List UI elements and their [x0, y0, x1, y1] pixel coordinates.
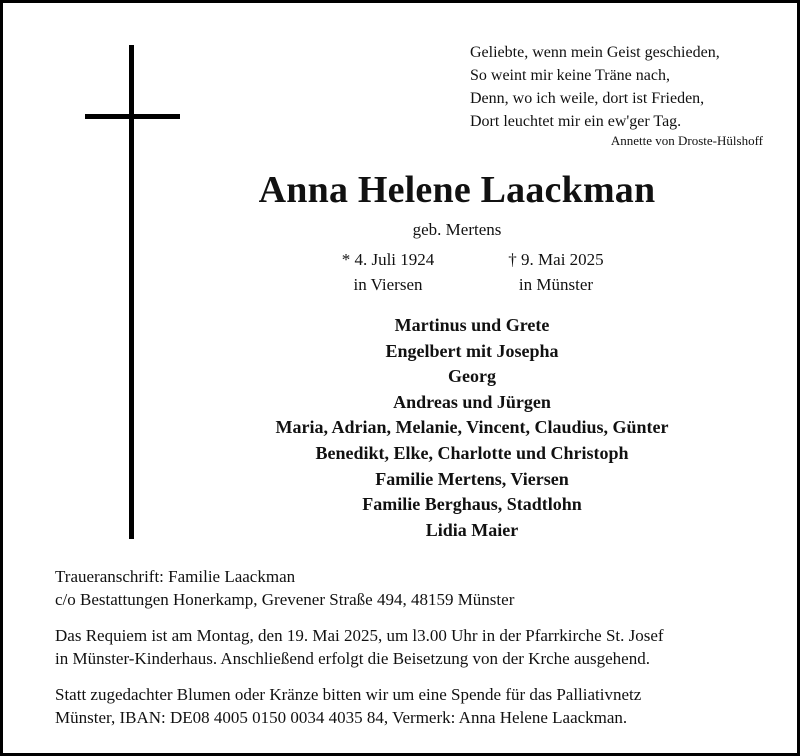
- mourner-line: Maria, Adrian, Melanie, Vincent, Claudius, Günter: [275, 417, 669, 438]
- poem-line: Dort leuchtet mir ein ew'ger Tag.: [470, 113, 682, 130]
- birth-info: [313, 247, 463, 297]
- requiem-line: Das Requiem ist am Montag, den 19. Mai 2025, um l3.00 Uhr in der Pfarrkirche St. Josef: [55, 626, 664, 645]
- birth-place: in Viersen: [353, 275, 423, 294]
- deceased-name: Anna Helene Laackman: [258, 169, 656, 211]
- address-line: Traueranschrift: Familie Laackman: [55, 567, 296, 586]
- birth-date: * 4. Juli 1924: [341, 250, 435, 269]
- mourner-line: Benedikt, Elke, Charlotte und Christoph: [315, 442, 629, 463]
- donation-line: Münster, IBAN: DE08 4005 0150 0034 4035 84, Vermerk: Anna Helene Laackman.: [55, 708, 628, 727]
- mourning-address: [55, 565, 775, 611]
- mourner-line: Familie Mertens, Viersen: [375, 468, 569, 489]
- requiem-notice: [55, 624, 775, 670]
- mourner-line: Familie Berghaus, Stadtlohn: [362, 494, 582, 515]
- poem-line: Denn, wo ich weile, dort ist Frieden,: [470, 90, 705, 107]
- donation-line: Statt zugedachter Blumen oder Kränze bitten wir um eine Spende für das Palliativnetz: [55, 685, 642, 704]
- requiem-line: in Münster-Kinderhaus. Anschließend erfolgt die Beisetzung von der Krche ausgehend.: [55, 649, 650, 668]
- mourner-line: Georg: [448, 366, 496, 387]
- poem: [470, 41, 790, 133]
- mourner-line: Engelbert mit Josepha: [385, 340, 559, 361]
- death-date: † 9. Mai 2025: [508, 250, 604, 269]
- maiden-name: geb. Mertens: [412, 220, 502, 239]
- poem-line: So weint mir keine Träne nach,: [470, 67, 670, 84]
- mourners-list: [3, 313, 800, 543]
- mourner-line: Lidia Maier: [425, 519, 519, 540]
- poem-author: Annette von Droste-Hülshoff: [610, 133, 763, 148]
- donation-notice: [55, 683, 775, 729]
- death-info: [481, 247, 631, 297]
- mourner-line: Martinus und Grete: [394, 315, 550, 335]
- cross-icon-crossbar: [85, 114, 180, 119]
- death-place: in Münster: [518, 275, 594, 294]
- mourner-line: Andreas und Jürgen: [393, 391, 551, 412]
- poem-line: Geliebte, wenn mein Geist geschieden,: [470, 44, 720, 61]
- address-line: c/o Bestattungen Honerkamp, Grevener Straße 494, 48159 Münster: [55, 590, 515, 609]
